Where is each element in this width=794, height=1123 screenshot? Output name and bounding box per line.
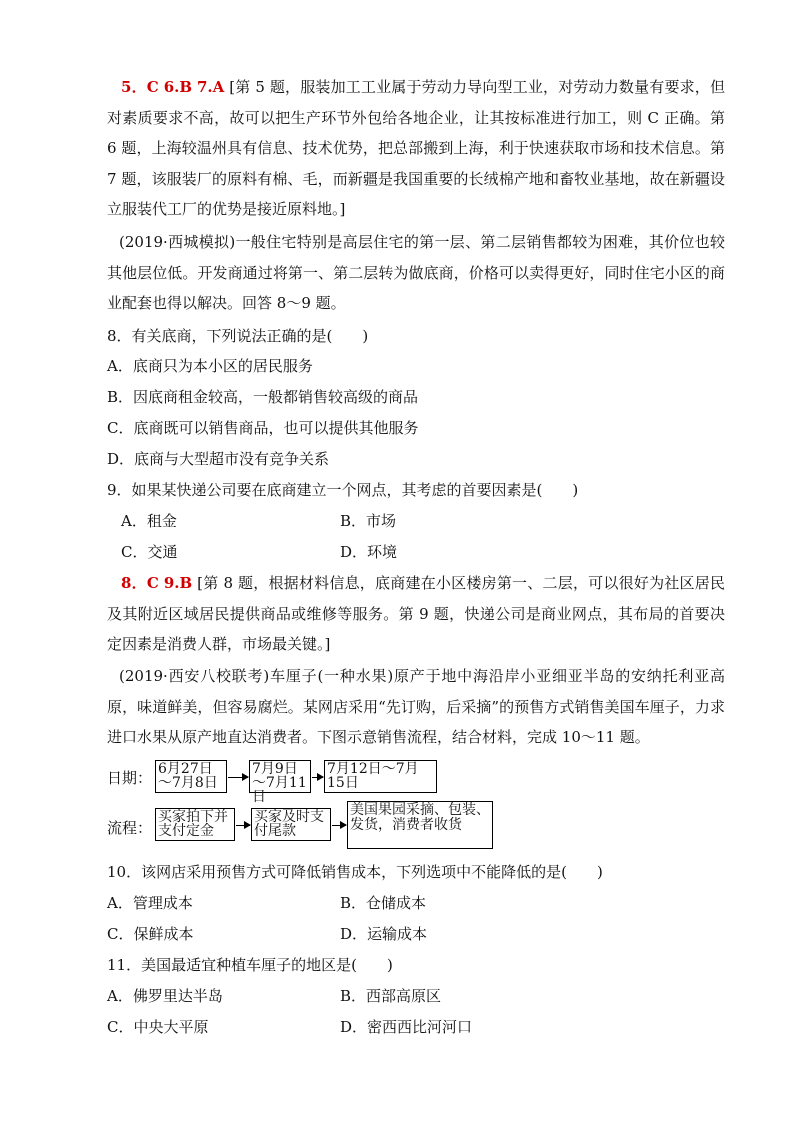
answer-5-7 bbox=[107, 72, 725, 225]
q8-option-c: C．底商既可以销售商品，也可以提供其他服务 bbox=[107, 419, 419, 437]
question-8-stem: 8．有关底商，下列说法正确的是( ) bbox=[107, 327, 369, 345]
q11-option-c: C．中央大平原 bbox=[107, 1018, 209, 1036]
q8-option-b: B．因底商租金较高，一般都销售较高级的商品 bbox=[107, 388, 419, 406]
q9-option-a: A．租金 bbox=[121, 512, 177, 530]
q10-option-b: B．仓储成本 bbox=[340, 894, 427, 912]
passage-source: (2019·西城模拟) bbox=[119, 233, 236, 251]
date-arrow-1 bbox=[228, 777, 248, 778]
answer-num-5: 5．C bbox=[121, 78, 159, 96]
passage2-source: (2019·西安八校联考) bbox=[119, 667, 270, 685]
date-box-1: 6月27日～7月8日 bbox=[155, 760, 227, 793]
date-box-3: 7月12日～7月15日 bbox=[324, 760, 437, 793]
step-box-2: 买家及时支付尾款 bbox=[251, 808, 331, 841]
passage-xian bbox=[107, 661, 725, 753]
q11-option-a: A．佛罗里达半岛 bbox=[107, 987, 223, 1005]
answer-num-7: 7.A bbox=[196, 78, 225, 96]
q10-option-a: A．管理成本 bbox=[107, 894, 193, 912]
passage2-text: 车厘子(一种水果)原产于地中海沿岸小亚细亚半岛的安纳托利亚高原，味道鲜美，但容易腐烂。某网店采用“先订购，后采摘”的预售方式销售美国车厘子，力求进口水果从原产地直达消费者。下图示意销售流程，结合材料，完成 10～11 题。 bbox=[107, 667, 725, 746]
q9-option-c: C．交通 bbox=[121, 543, 178, 561]
passage-text: 一般住宅特别是高层住宅的第一层、第二层销售都较为困难，其价位也较其他层位低。开发商通过将第一、第二层转为做底商，价格可以卖得更好，同时住宅小区的商业配套也得以解决。回答 8～9 题。 bbox=[107, 233, 725, 312]
q9-option-b: B．市场 bbox=[340, 512, 397, 530]
answer-8-9 bbox=[107, 568, 725, 660]
q11-option-b: B．西部高原区 bbox=[340, 987, 442, 1005]
step-box-1: 买家拍下并支付定金 bbox=[155, 808, 235, 841]
step-arrow-2 bbox=[332, 825, 346, 826]
answer-num-9: 9.B bbox=[163, 574, 193, 592]
answer-num-8: 8．C bbox=[121, 574, 159, 592]
date-arrow-2 bbox=[312, 777, 323, 778]
question-11-stem: 11．美国最适宜种植车厘子的地区是( ) bbox=[107, 956, 393, 974]
passage-xicheng bbox=[107, 227, 725, 319]
process-label: 流程： bbox=[107, 819, 153, 837]
q9-option-d: D．环境 bbox=[340, 543, 398, 561]
q8-option-d: D．底商与大型超市没有竞争关系 bbox=[107, 450, 330, 468]
date-label: 日期： bbox=[107, 769, 153, 787]
q11-option-d: D．密西西比河河口 bbox=[340, 1018, 473, 1036]
q8-option-a: A．底商只为本小区的居民服务 bbox=[107, 357, 313, 375]
answer-num-6: 6.B bbox=[163, 78, 193, 96]
step-box-3: 美国果园采摘、包装、发货，消费者收货 bbox=[347, 801, 493, 849]
q10-option-d: D．运输成本 bbox=[340, 925, 428, 943]
question-10-stem: 10．该网店采用预售方式可降低销售成本，下列选项中不能降低的是( ) bbox=[107, 863, 603, 881]
question-9-stem: 9．如果某快递公司要在底商建立一个网点，其考虑的首要因素是( ) bbox=[107, 481, 579, 499]
q10-option-c: C．保鲜成本 bbox=[107, 925, 194, 943]
answer-8-9-explanation: [第 8 题，根据材料信息，底商建在小区楼房第一、二层，可以很好为社区居民及其附近区域居民提供商品或维修等服务。第 9 题，快递公司是商业网点，其布局的首要决定因素是消费人群，市场最关键。] bbox=[107, 574, 725, 653]
step-arrow-1 bbox=[236, 825, 250, 826]
date-box-2: 7月9日～7月11日 bbox=[249, 760, 311, 793]
answer-5-7-explanation: [第 5 题，服装加工工业属于劳动力导向型工业，对劳动力数量有要求，但对素质要求不高，故可以把生产环节外包给各地企业，让其按标准进行加工，则 C 正确。第 6 题，上海较温州具有信息、技术优势，把总部搬到上海，利于快速获取市场和技术信息。第 7 题，该服装厂的原料有棉、毛，而新疆是我国重要的长绒棉产地和畜牧业基地，故在新疆设立服装代工厂的优势是接近原料地。] bbox=[107, 78, 725, 218]
